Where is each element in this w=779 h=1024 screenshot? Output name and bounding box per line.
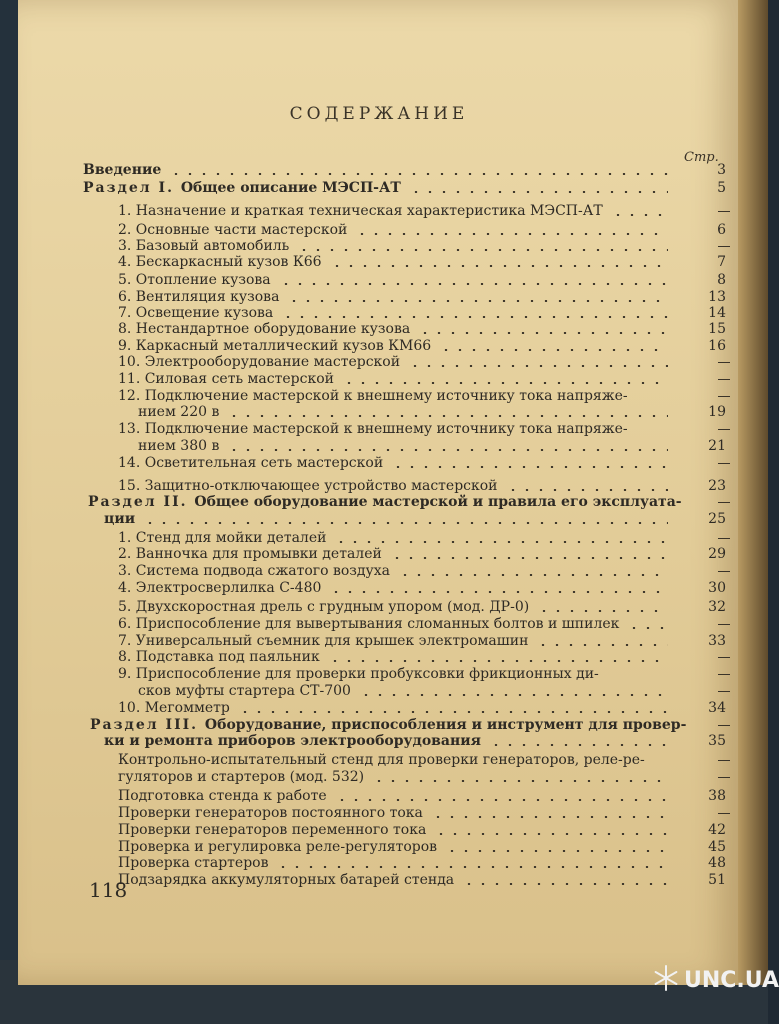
page-title: СОДЕРЖАНИЕ [289, 104, 469, 124]
toc-entry [88, 494, 682, 510]
toc-entry [118, 354, 400, 370]
toc-entry-text: 6. Вентиляция кузова [118, 289, 280, 305]
toc-entry-text: 3. Базовый автомобиль [118, 238, 290, 254]
toc-entry-text: 10. Мегомметр [118, 700, 230, 716]
toc-page-number: 32 [708, 599, 726, 615]
page-dash [718, 246, 730, 247]
toc-entry-text: 1. Назначение и краткая техническая характеристика МЭСП-АТ [118, 203, 603, 219]
toc-entry-text: гуляторов и стартеров (мод. 532) [118, 769, 365, 785]
toc-page-number: 51 [708, 872, 726, 888]
background-left [0, 0, 20, 1024]
toc-entry-text: ции [104, 511, 136, 527]
toc-entry [118, 872, 454, 888]
toc-entry [118, 530, 326, 546]
toc-entry [118, 599, 529, 615]
toc-entry [118, 752, 645, 768]
page-dash [718, 657, 730, 658]
toc-entry [118, 254, 322, 270]
toc-entry-text: Общее описание МЭСП-АТ [180, 180, 401, 196]
toc-entry-text: Проверки генераторов переменного тока [118, 822, 427, 838]
toc-entry-text: 9. Приспособление для проверки пробуксовки фрикционных ди- [118, 666, 599, 682]
toc-entry-text: ки и ремонта приборов электрооборудования [104, 733, 481, 749]
leader-dots [276, 866, 668, 868]
toc-entry-text: 14. Осветительная сеть мастерской [118, 455, 384, 471]
toc-entry-text: 11. Силовая сеть мастерской [118, 371, 334, 387]
toc-entry [118, 478, 498, 494]
toc-entry-text: 7. Освещение кузова [118, 305, 274, 321]
leader-dots [431, 816, 668, 818]
leader-dots [359, 694, 668, 696]
toc-entry [118, 788, 327, 804]
leader-dots [227, 415, 668, 417]
toc-entry-text: Оборудование, приспособления и инструмент для провер- [204, 717, 687, 733]
page-dash [718, 379, 730, 380]
toc-entry-text: Проверки генераторов постоянного тока [118, 805, 423, 821]
leader-dots [279, 283, 668, 285]
toc-page-number: 48 [708, 855, 726, 871]
toc-page-number: 7 [717, 254, 726, 270]
toc-page-number: 34 [708, 700, 726, 716]
leader-dots [611, 214, 668, 216]
toc-page-number: 23 [708, 478, 726, 494]
section-prefix: Раздел III. [90, 717, 205, 733]
leader-dots [445, 850, 668, 852]
leader-dots [238, 711, 668, 713]
snowflake-icon [652, 964, 680, 992]
leader-dots [143, 522, 668, 524]
page-dash [718, 502, 730, 503]
toc-page-number: 42 [708, 822, 726, 838]
toc-page-number: 3 [717, 162, 726, 178]
toc-entry-text: 4. Электросверлилка С-480 [118, 580, 322, 596]
toc-page-number: 13 [708, 289, 726, 305]
toc-entry-text: 3. Система подвода сжатого воздуха [118, 563, 391, 579]
leader-dots [434, 833, 668, 835]
toc-page-number: 30 [708, 580, 726, 596]
leader-dots [287, 300, 668, 302]
toc-entry [118, 321, 410, 337]
toc-page-number: 14 [708, 305, 726, 321]
toc-entry [90, 717, 686, 733]
leader-dots [342, 382, 668, 384]
page-dash [718, 463, 730, 464]
toc-page-number: 38 [708, 788, 726, 804]
toc-page-number: 6 [717, 222, 726, 238]
leader-dots [489, 744, 668, 746]
page-dash [718, 362, 730, 363]
toc-entry [138, 404, 219, 420]
toc-entry [118, 455, 383, 471]
leader-dots [409, 191, 668, 193]
toc-entry [118, 388, 628, 404]
page-dash [718, 211, 730, 212]
toc-entry [83, 162, 161, 178]
toc-entry [118, 769, 364, 785]
toc-page-number: 33 [708, 633, 726, 649]
toc-entry [138, 438, 219, 454]
toc-entry [118, 272, 271, 288]
toc-entry-text: 7. Универсальный съемник для крышек электромашин [118, 633, 529, 649]
toc-page-number: 8 [717, 272, 726, 288]
toc-entry-text: 6. Приспособление для вывертывания сломанных болтов и шпилек [118, 616, 620, 632]
toc-entry [118, 421, 628, 437]
leader-dots [439, 349, 668, 351]
page-dash [718, 725, 730, 726]
leader-dots [390, 557, 668, 559]
page-dash [718, 538, 730, 539]
page-dash [718, 429, 730, 430]
toc-entry [118, 203, 603, 219]
toc-page-number: 21 [708, 438, 726, 454]
toc-entry-text: Введение [83, 162, 162, 178]
page-dash [718, 396, 730, 397]
toc-entry-text: 8. Подставка под паяльник [118, 649, 320, 665]
leader-dots [418, 332, 668, 334]
toc-entry-text: 15. Защитно-отключающее устройство мастерской [118, 478, 498, 494]
toc-page-number: 16 [708, 338, 726, 354]
toc-entry [118, 633, 528, 649]
leader-dots [329, 591, 668, 593]
toc-entry-text: 5. Отопление кузова [118, 272, 271, 288]
toc-page-number: 45 [708, 839, 726, 855]
toc-entry [118, 546, 382, 562]
toc-entry-text: нием 220 в [138, 404, 220, 420]
page-dash [718, 674, 730, 675]
toc-entry [118, 222, 347, 238]
leader-dots [334, 541, 668, 543]
page-dash [718, 777, 730, 778]
toc-entry [118, 700, 230, 716]
toc-entry [118, 855, 268, 871]
leader-dots [335, 799, 668, 801]
toc-entry [118, 666, 599, 682]
toc-entry-text: 5. Двухскоростная дрель с грудным упором (мод. ДР-0) [118, 599, 530, 615]
leader-dots [281, 316, 668, 318]
toc-entry [104, 511, 135, 527]
toc-entry [118, 649, 320, 665]
toc-entry-text: 1. Стенд для мойки деталей [118, 530, 327, 546]
toc-entry-text: 10. Электрооборудование мастерской [118, 354, 401, 370]
page-edge [738, 0, 768, 985]
leader-dots [462, 883, 668, 885]
leader-dots [297, 249, 668, 251]
toc-entry-text: 2. Ванночка для промывки деталей [118, 546, 382, 562]
leader-dots [391, 466, 668, 468]
toc-entry-text: сков муфты стартера СТ-700 [138, 683, 351, 699]
page-dash [718, 760, 730, 761]
toc-page-number: 29 [708, 546, 726, 562]
leader-dots [227, 449, 668, 451]
leader-dots [169, 173, 668, 175]
book-page [18, 0, 740, 985]
toc-page-number: 35 [708, 733, 726, 749]
toc-entry [118, 822, 426, 838]
toc-entry [118, 289, 279, 305]
section-prefix: Раздел I. [83, 180, 181, 196]
toc-entry [118, 563, 390, 579]
leader-dots [398, 574, 668, 576]
toc-entry [118, 371, 334, 387]
leader-dots [408, 365, 668, 367]
toc-entry-text: 9. Каркасный металлический кузов КМ66 [118, 338, 432, 354]
leader-dots [330, 265, 668, 267]
toc-entry [118, 805, 423, 821]
toc-entry-text: 4. Бескаркасный кузов К66 [118, 254, 322, 270]
toc-entry [118, 616, 619, 632]
toc-entry-text: Проверка и регулировка реле-регуляторов [118, 839, 438, 855]
toc-entry-text: нием 380 в [138, 438, 220, 454]
page-column-header: Стр. [684, 150, 719, 165]
toc-page-number: 19 [708, 404, 726, 420]
toc-entry-text: Проверка стартеров [118, 855, 269, 871]
toc-entry-text: 8. Нестандартное оборудование кузова [118, 321, 411, 337]
toc-entry-text: Подготовка стенда к работе [118, 788, 327, 804]
toc-entry-text: 2. Основные части мастерской [118, 222, 348, 238]
toc-page-number: 15 [708, 321, 726, 337]
leader-dots [328, 660, 668, 662]
page-number: 118 [89, 878, 128, 902]
toc-entry [104, 733, 481, 749]
toc-entry [138, 683, 351, 699]
leader-dots [506, 489, 668, 491]
page-dash [718, 571, 730, 572]
section-prefix: Раздел II. [88, 494, 195, 510]
toc-entry-text: Подзарядка аккумуляторных батарей стенда [118, 872, 455, 888]
watermark: UNC.UA [684, 968, 779, 993]
toc-page-number: 25 [708, 511, 726, 527]
toc-entry [118, 338, 431, 354]
leader-dots [537, 610, 668, 612]
leader-dots [536, 644, 668, 646]
toc-entry [118, 305, 273, 321]
toc-page-number: 5 [717, 180, 726, 196]
toc-entry-text: Контрольно-испытательный стенд для проверки генераторов, реле-ре- [118, 752, 645, 768]
leader-dots [627, 627, 668, 629]
toc-entry [83, 180, 401, 196]
toc-entry [118, 238, 289, 254]
toc-entry-text: Общее оборудование мастерской и правила его эксплуата- [194, 494, 682, 510]
toc-entry [118, 839, 437, 855]
page-dash [718, 624, 730, 625]
page-dash [718, 813, 730, 814]
leader-dots [372, 780, 668, 782]
page-dash [718, 691, 730, 692]
leader-dots [355, 233, 668, 235]
toc-entry [118, 580, 321, 596]
toc-entry-text: 13. Подключение мастерской к внешнему источнику тока напряже- [118, 421, 628, 437]
toc-entry-text: 12. Подключение мастерской к внешнему источнику тока напряже- [118, 388, 628, 404]
